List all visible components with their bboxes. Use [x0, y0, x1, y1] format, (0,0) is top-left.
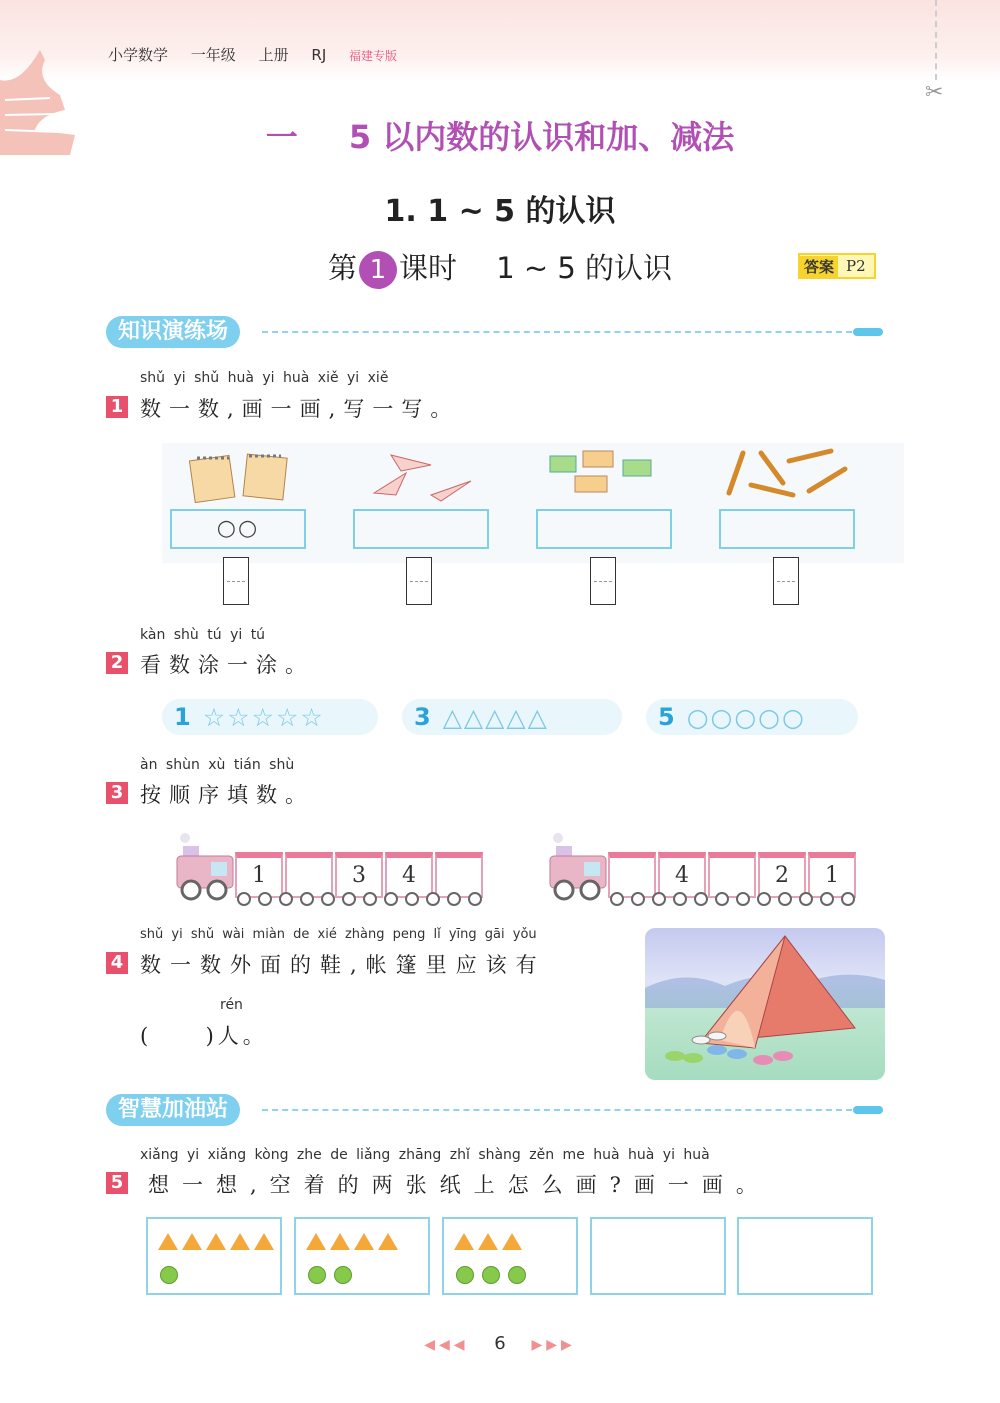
banner-divider [262, 331, 852, 333]
q4-text: 数一数外面的鞋,帐篷里应该有 [140, 953, 546, 977]
header-edition-region: 福建专版 [349, 49, 398, 63]
q2-count-5: 5 [658, 703, 675, 731]
pencil-icon [853, 1106, 883, 1114]
header-band [0, 0, 1000, 80]
unit-number: 一 [265, 118, 298, 156]
q4-answer-blank[interactable]: ( )人。 [140, 1024, 268, 1048]
q5-text: 想一想,空着的两张纸上怎么画?画一画。 [148, 1173, 770, 1197]
q5-box-1 [146, 1217, 282, 1295]
q4-number: 4 [106, 952, 128, 974]
unit-title-text: 5 以内数的认识和加、减法 [348, 118, 735, 156]
train-2 [538, 828, 868, 908]
banner-divider [262, 1109, 852, 1111]
q3-number: 3 [106, 782, 128, 804]
q2-pinyin: kàn shù tú yi tú [140, 627, 266, 643]
lesson-title-text: 1 ~ 5 的认识 [496, 251, 673, 285]
train1-car-3[interactable]: 3 [335, 852, 383, 898]
train2-car-5[interactable]: 1 [808, 852, 856, 898]
train1-wheels [237, 892, 487, 906]
q2-count-1: 1 [174, 703, 191, 731]
cut-line [935, 0, 937, 80]
q1-number-field-3[interactable] [590, 557, 616, 605]
q5-box3-circles [456, 1266, 534, 1288]
q2-text: 看数涂一涂。 [140, 653, 314, 677]
section-banner-challenge: 智慧加油站 [106, 1094, 240, 1126]
q1-pinyin: shǔ yi shǔ huà yi huà xiě yi xiě [140, 370, 389, 386]
q5-box2-circles [308, 1266, 360, 1288]
q1-answer-box-3[interactable] [536, 509, 672, 549]
q1-text: 数一数,画一画,写一写。 [140, 397, 460, 421]
lesson-suffix: 课时 [398, 251, 457, 285]
q2-row-stars[interactable] [162, 699, 378, 735]
q2-number: 2 [106, 652, 128, 674]
train2-car-4[interactable]: 2 [758, 852, 806, 898]
q1-number-field-1[interactable] [223, 557, 249, 605]
notebook-icon [187, 448, 297, 504]
train-1 [165, 828, 495, 908]
lesson-prefix: 第 [327, 251, 357, 285]
header-edition-code: RJ [311, 46, 327, 64]
pencil-drawing-icon [719, 443, 859, 503]
q1-number-field-2[interactable] [406, 557, 432, 605]
train1-car-1[interactable]: 1 [235, 852, 283, 898]
scissors-icon: ✂ [925, 80, 944, 105]
header-info [108, 44, 415, 65]
left-arrows-icon: ◀◀◀ [424, 1337, 469, 1353]
section-banner-practice: 知识演练场 [106, 316, 240, 348]
header-subject: 小学数学 [108, 46, 169, 64]
q2-count-3: 3 [414, 703, 431, 731]
header-volume: 上册 [258, 46, 289, 64]
q1-number-field-4[interactable] [773, 557, 799, 605]
q5-number: 5 [106, 1172, 128, 1194]
star-icon: ☆☆☆☆☆ [202, 702, 325, 732]
pencil-icon [853, 328, 883, 336]
train1-car-4[interactable]: 4 [385, 852, 433, 898]
q5-box1-circles [160, 1266, 186, 1288]
locomotive-icon [165, 828, 237, 904]
q1-answer-box-1[interactable]: ○○ [170, 509, 306, 549]
q1-answer-box-4[interactable] [719, 509, 855, 549]
tent-icon [645, 928, 885, 1080]
q2-row-circles[interactable] [646, 699, 858, 735]
train2-car-2[interactable]: 4 [658, 852, 706, 898]
q5-box-5-blank[interactable] [737, 1217, 873, 1295]
q1-number: 1 [106, 396, 128, 418]
answer-label: 答案 [800, 256, 838, 277]
q4-pinyin-2: rén [220, 997, 243, 1013]
eraser-icon [545, 448, 665, 504]
q5-box-2 [294, 1217, 430, 1295]
q3-pinyin: àn shùn xù tián shù [140, 757, 295, 773]
q5-box-4-blank[interactable] [590, 1217, 726, 1295]
section-title: 1. 1 ~ 5 的认识 [384, 194, 616, 229]
answer-tag[interactable] [798, 253, 876, 279]
paper-plane-icon [366, 443, 486, 503]
unit-title [0, 112, 1000, 158]
answer-page: P2 [846, 257, 866, 275]
q5-box1-triangles [158, 1233, 278, 1254]
right-arrows-icon: ▶▶▶ [531, 1337, 576, 1353]
q5-pinyin: xiǎng yi xiǎng kòng zhe de liǎng zhāng zhǐ shàng zěn me huà huà yi huà [140, 1147, 710, 1163]
page-footer [0, 1333, 1000, 1354]
page-number: 6 [494, 1333, 506, 1354]
header-grade: 一年级 [190, 46, 236, 64]
train2-wheels [610, 892, 860, 906]
lesson-number-badge: 1 [359, 251, 397, 289]
triangle-icon: △△△△△ [442, 702, 549, 732]
tent-illustration [645, 928, 885, 1080]
q5-box2-triangles [306, 1233, 402, 1254]
locomotive-icon [538, 828, 610, 904]
q4-pinyin: shǔ yi shǔ wài miàn de xié zhàng peng lǐ yīng gāi yǒu [140, 927, 537, 942]
q1-answer-box-2[interactable] [353, 509, 489, 549]
circle-icon: ○○○○○ [686, 702, 806, 732]
q2-row-triangles[interactable] [402, 699, 622, 735]
q3-text: 按顺序填数。 [140, 783, 314, 807]
q5-box3-triangles [454, 1233, 526, 1254]
q5-box-3 [442, 1217, 578, 1295]
